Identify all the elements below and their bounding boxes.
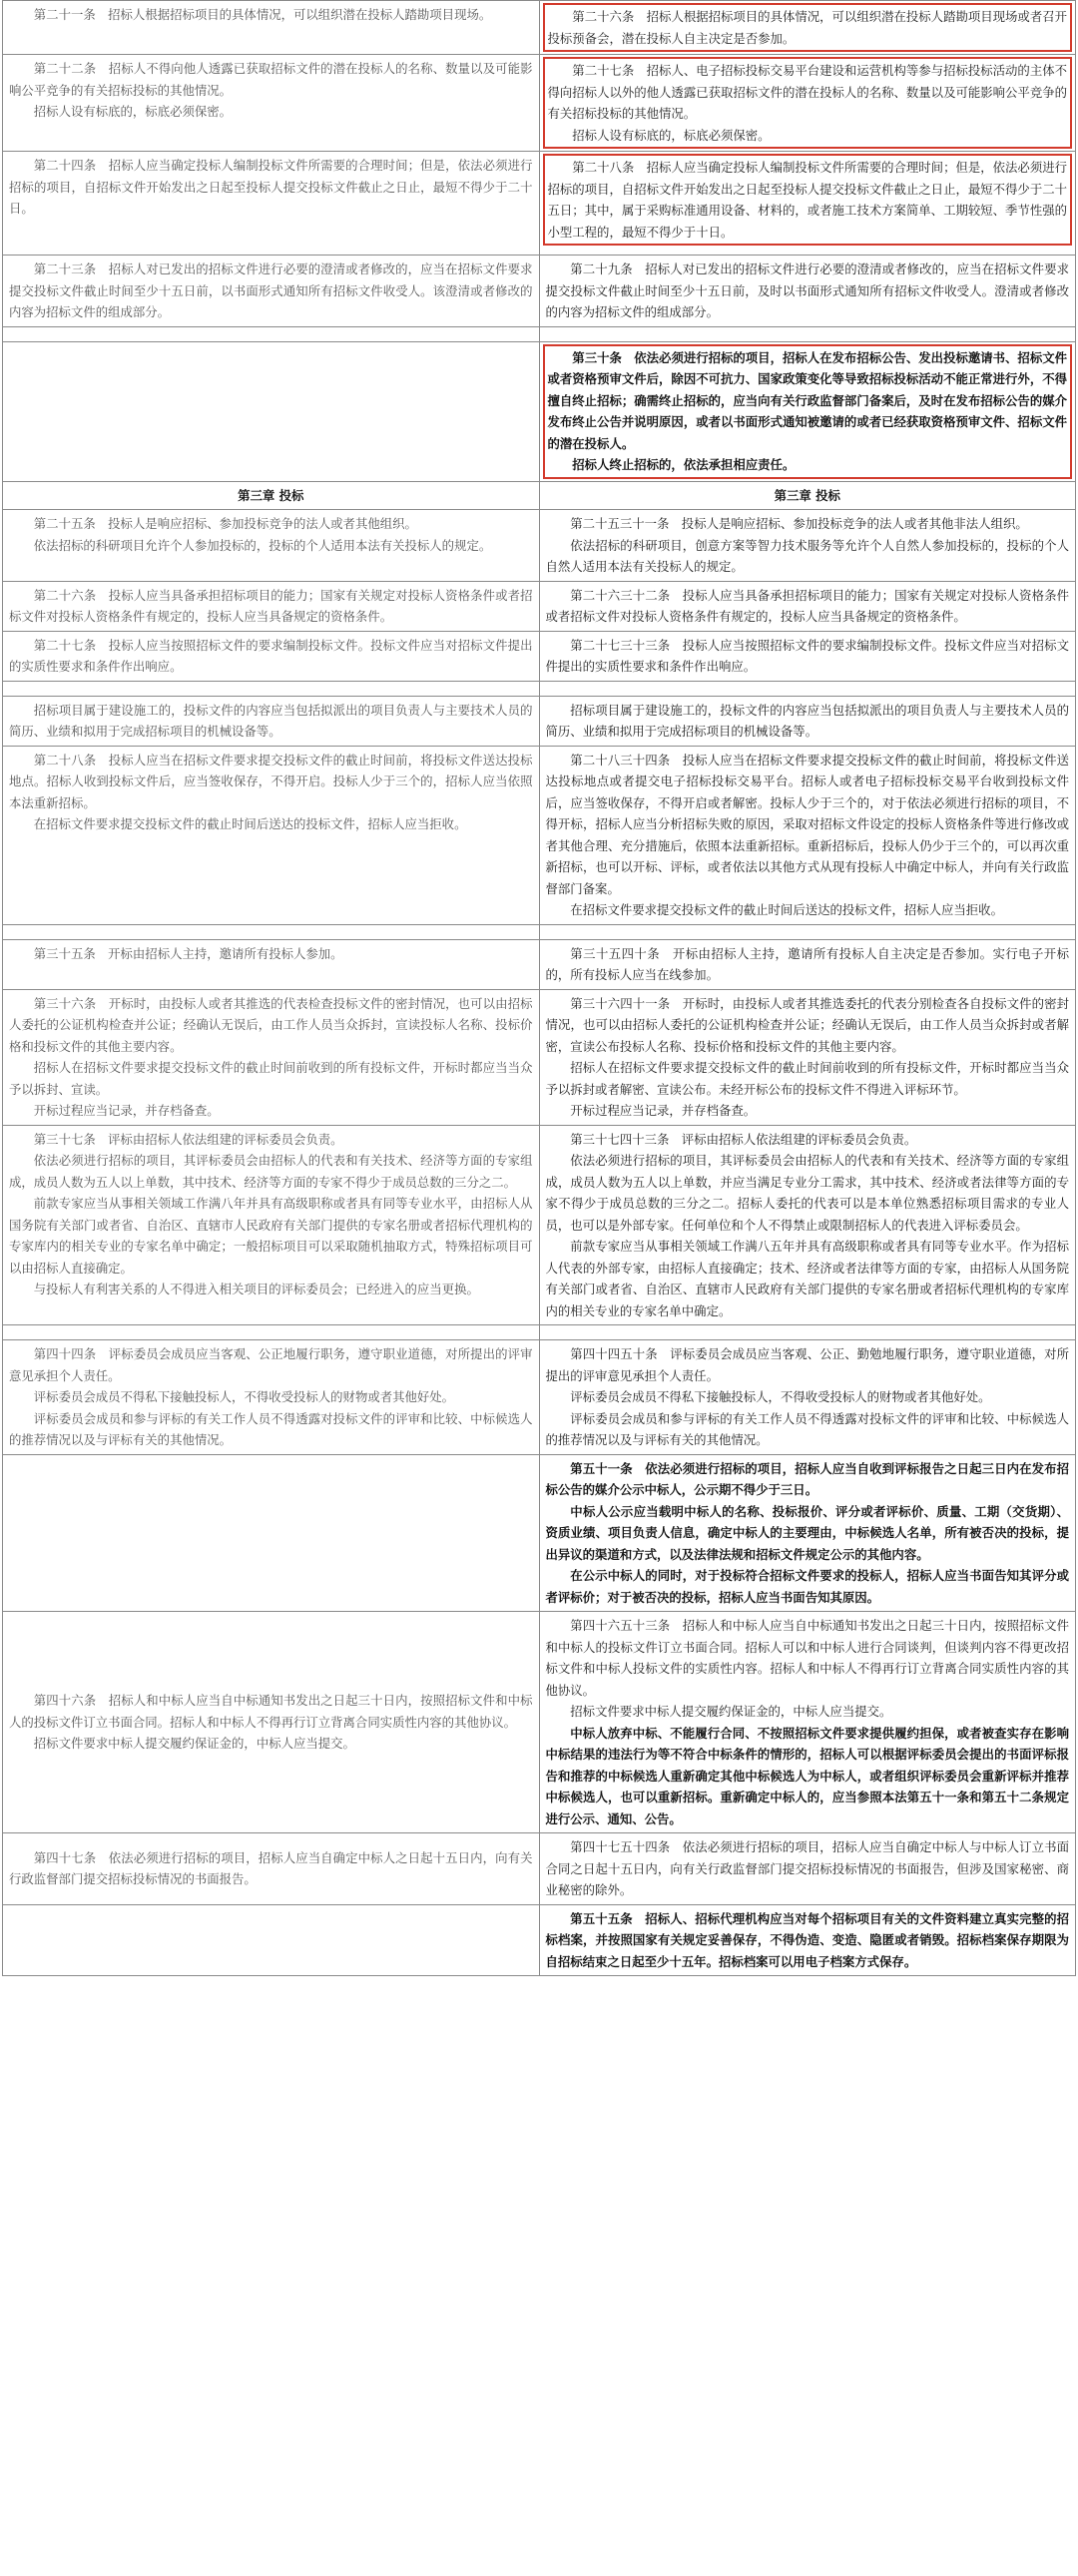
clause-text: 第二十三条 招标人对已发出的招标文件进行必要的澄清或者修改的，应当在招标文件要求提交投标文件截止时间至少十五日前，以书面形式通知所有招标文件收受人。该澄清或者修改的内容为招标文件的组成部分。 (9, 261, 533, 319)
revised-cell (539, 1454, 1076, 1612)
revised-cell (539, 341, 1076, 481)
chapter-heading-row (3, 481, 1076, 510)
clause-text: 第二十六条 招标人根据招标项目的具体情况，可以组织潜在投标人踏勘项目现场或者召开投标预备会，潜在投标人自主决定是否参加。 (547, 9, 1067, 46)
clause-text: 前款专家应当从事相关领域工作满八年并具有高级职称或者具有同等专业水平，由招标人从国务院有关部门或者省、自治区、直辖市人民政府有关部门提供的专家名册或者招标代理机构的专家库内的相关专业的专家名单中确定；一般招标项目可以采取随机抽取方式，特殊招标项目可以由招标人直接确定。 (9, 1196, 533, 1276)
revised-cell (539, 631, 1076, 681)
clause-text: 第四十四五十条 评标委员会成员应当客观、公正、勤勉地履行职务，遵守职业道德，对所提出的评审意见承担个人责任。 (545, 1346, 1069, 1383)
table-row (3, 510, 1076, 582)
table-row (3, 1340, 1076, 1455)
revised-cell (539, 55, 1076, 152)
clause-text: 中标人公示应当载明中标人的名称、投标报价、评分或者评标价、质量、工期（交货期）、资质业绩、项目负责人信息，确定中标人的主要理由，中标候选人名单，所有被否决的投标，提出异议的渠道和方式，以及法律法规和招标文件规定公示的其他内容。 (545, 1503, 1069, 1562)
highlight-box (543, 3, 1073, 52)
highlight-box (543, 344, 1073, 479)
clause-text: 第二十七三十三条 投标人应当按照招标文件的要求编制投标文件。投标文件应当对招标文件提出的实质性要求和条件作出响应。 (545, 637, 1069, 674)
table-row (3, 1, 1076, 55)
clause-text: 开标过程应当记录，并存档备查。 (33, 1103, 220, 1118)
clause-text: 第二十八条 投标人应当在招标文件要求提交投标文件的截止时间前，将投标文件送达投标地点。招标人收到投标文件后，应当签收保存，不得开启。投标人少于三个的，招标人应当依照本法重新招标。 (9, 752, 533, 810)
table-row (3, 256, 1076, 327)
clause-text: 第二十八条 招标人应当确定投标人编制投标文件所需要的合理时间；但是，依法必须进行招标的项目，自招标文件开始发出之日起至投标人提交投标文件截止之日止，最短不得少于二十五日；其中，属于采购标准通用设备、材料的，或者施工技术方案简单、工期较短、季节性强的小型工程的，最短不得少于十日。 (547, 160, 1067, 240)
clause-text: 第三十五条 开标由招标人主持，邀请所有投标人参加。 (33, 945, 343, 961)
row-gap (3, 1325, 1076, 1340)
clause-text: 第二十一条 招标人根据招标项目的具体情况，可以组织潜在投标人踏勘项目现场。 (33, 7, 492, 22)
clause-text: 开标过程应当记录，并存档备查。 (570, 1103, 757, 1118)
chapter-heading-left: 第三章 投标 (3, 481, 540, 510)
original-cell (3, 256, 540, 327)
table-row (3, 696, 1076, 746)
original-cell (3, 1340, 540, 1455)
clause-text: 第四十六条 招标人和中标人应当自中标通知书发出之日起三十日内，按照招标文件和中标人的投标文件订立书面合同。招标人和中标人不得再行订立背离合同实质性内容的其他协议。 (9, 1693, 533, 1730)
clause-text: 在招标文件要求提交投标文件的截止时间后送达的投标文件，招标人应当拒收。 (570, 902, 1003, 917)
clause-text: 招标文件要求中标人提交履约保证金的，中标人应当提交。 (33, 1736, 355, 1752)
table-row (3, 989, 1076, 1125)
clause-text: 招标人在招标文件要求提交投标文件的截止时间前收到的所有投标文件，开标时都应当当众予以拆封、宣读。 (9, 1060, 533, 1097)
clause-text: 第三十六条 开标时，由投标人或者其推选的代表检查投标文件的密封情况，也可以由招标人委托的公证机构检查并公证；经确认无误后，由工作人员当众拆封，宣读投标人名称、投标价格和投标文件的其他主要内容。 (9, 995, 533, 1054)
clause-text: 第五十一条 依法必须进行招标的项目，招标人应当自收到评标报告之日起三日内在发布招标公告的媒介公示中标人，公示期不得少于三日。 (545, 1460, 1069, 1497)
clause-text: 依法必须进行招标的项目，其评标委员会由招标人的代表和有关技术、经济等方面的专家组成，成员人数为五人以上单数，其中技术、经济等方面的专家不得少于成员总数的三分之二。 (9, 1153, 533, 1190)
table-row (3, 55, 1076, 152)
clause-text: 第二十四条 招标人应当确定投标人编制投标文件所需要的合理时间；但是，依法必须进行招标的项目，自招标文件开始发出之日起至投标人提交投标文件截止之日止，最短不得少于二十日。 (9, 158, 533, 216)
table-row (3, 631, 1076, 681)
original-cell (3, 746, 540, 924)
original-cell (3, 1125, 540, 1325)
clause-text: 第二十五条 投标人是响应招标、参加投标竞争的法人或者其他组织。 (33, 516, 417, 531)
clause-text: 招标人终止招标的，依法承担相应责任。 (572, 457, 796, 472)
clause-text: 第二十六三十二条 投标人应当具备承担招标项目的能力；国家有关规定对投标人资格条件或者招标文件对投标人资格条件有规定的，投标人应当具备规定的资格条件。 (545, 587, 1069, 624)
clause-text: 招标项目属于建设施工的，投标文件的内容应当包括拟派出的项目负责人与主要技术人员的简历、业绩和拟用于完成招标项目的机械设备等。 (545, 702, 1069, 739)
table-row (3, 341, 1076, 481)
table-row (3, 581, 1076, 631)
revised-cell (539, 696, 1076, 746)
clause-text: 第三十七四十三条 评标由招标人依法组建的评标委员会负责。 (570, 1131, 917, 1147)
clause-text: 前款专家应当从事相关领域工作满八五年并具有高级职称或者具有同等专业水平。作为招标人代表的外部专家，由招标人直接确定；技术、经济或者法律等方面的专家，由招标人从国务院有关部门或者省、自治区、直辖市人民政府有关部门提供的专家名册或者招标代理机构的专家库内的相关专业的专家名单中确定。 (545, 1239, 1069, 1318)
original-cell (3, 510, 540, 582)
clause-text: 招标项目属于建设施工的，投标文件的内容应当包括拟派出的项目负责人与主要技术人员的简历、业绩和拟用于完成招标项目的机械设备等。 (9, 702, 533, 739)
original-cell-empty (3, 341, 540, 481)
clause-text: 第二十五三十一条 投标人是响应招标、参加投标竞争的法人或者其他非法人组织。 (570, 516, 1028, 531)
revised-cell (539, 746, 1076, 924)
clause-text: 与投标人有利害关系的人不得进入相关项目的评标委员会；已经进入的应当更换。 (33, 1282, 479, 1296)
clause-text: 第二十六条 投标人应当具备承担招标项目的能力；国家有关规定对投标人资格条件或者招标文件对投标人资格条件有规定的，投标人应当具备规定的资格条件。 (9, 587, 533, 624)
clause-text: 招标人设有标底的，标底必须保密。 (572, 127, 771, 143)
clause-text: 招标文件要求中标人提交履约保证金的，中标人应当提交。 (570, 1704, 892, 1719)
table-row (3, 152, 1076, 256)
table-row (3, 746, 1076, 924)
clause-text: 第四十七条 依法必须进行招标的项目，招标人应当自确定中标人之日起十五日内，向有关行政监督部门提交招标投标情况的书面报告。 (9, 1849, 533, 1887)
clause-text: 第四十七五十四条 依法必须进行招标的项目，招标人应当自确定中标人与中标人订立书面合同之日起十五日内，向有关行政监督部门提交招标投标情况的书面报告，但涉及国家秘密、商业秘密的除外。 (545, 1839, 1069, 1897)
clause-text: 第四十六五十三条 招标人和中标人应当自中标通知书发出之日起三十日内，按照招标文件和中标人的投标文件订立书面合同。招标人可以和中标人进行合同谈判，但谈判内容不得更改招标文件和中标人投标文件的实质性内容。招标人和中标人不得再行订立背离合同实质性内容的其他协议。 (545, 1618, 1069, 1698)
clause-text: 第三十条 依法必须进行招标的项目，招标人在发布招标公告、发出投标邀请书、招标文件或者资格预审文件后，除因不可抗力、国家政策变化等导致招标投标活动不能正常进行外，不得擅自终止招标；确需终止招标的，应当向有关行政监督部门备案后，及时在发布招标公告的媒介发布终止公告并说明原因，或者以书面形式通知被邀请的或者已经获取资格预审文件、招标文件的潜在投标人。 (547, 349, 1067, 451)
clause-text: 评标委员会成员不得私下接触投标人，不得收受投标人的财物或者其他好处。 (570, 1389, 991, 1404)
original-cell (3, 631, 540, 681)
revised-cell (539, 1904, 1076, 1976)
original-cell (3, 1833, 540, 1905)
original-cell (3, 939, 540, 989)
comparison-table (2, 0, 1076, 1976)
original-cell-empty (3, 1454, 540, 1612)
clause-text: 中标人放弃中标、不能履行合同、不按照招标文件要求提供履约担保，或者被查实存在影响中标结果的违法行为等不符合中标条件的情形的，招标人可以根据评标委员会提出的书面评标报告和推荐的中标候选人重新确定其他中标候选人为中标人，或者组织评标委员会重新评标并推荐中标候选人，也可以重新招标。重新确定中标人的，应当参照本法第五十一条和第五十二条规定进行公示、通知、公告。 (545, 1725, 1069, 1826)
revised-cell (539, 581, 1076, 631)
clause-text: 依法招标的科研项目，创意方案等智力技术服务等允许个人自然人参加投标的，投标的个人自然人适用本法有关投标人的规定。 (545, 537, 1069, 574)
table-row (3, 1454, 1076, 1612)
clause-text: 依法必须进行招标的项目，其评标委员会由招标人的代表和有关技术、经济等方面的专家组成，成员人数为五人以上单数，并应当满足专业分工需求，其中技术、经济或者法律等方面的专家不得少于成员总数的三分之二。招标人委托的代表可以是本单位熟悉招标项目需求的专业人员，也可以是外部专家。任何单位和个人不得禁止或限制招标人的代表进入评标委员会。 (545, 1153, 1069, 1233)
revised-cell (539, 1, 1076, 55)
clause-text: 在公示中标人的同时，对于投标符合招标文件要求的投标人，招标人应当书面告知其评分或者评标价；对于被否决的投标，招标人应当书面告知其原因。 (545, 1568, 1069, 1605)
row-gap (3, 326, 1076, 341)
clause-text: 第五十五条 招标人、招标代理机构应当对每个招标项目有关的文件资料建立真实完整的招标档案，并按照国家有关规定妥善保存，不得伪造、变造、隐匿或者销毁。招标档案保存期限为自招标结束之日起至少十五年。招标档案可以用电子档案方式保存。 (545, 1910, 1069, 1969)
highlight-box (543, 57, 1073, 149)
original-cell-empty (3, 1904, 540, 1976)
original-cell (3, 581, 540, 631)
table-row (3, 1612, 1076, 1833)
clause-text: 第二十七条 投标人应当按照招标文件的要求编制投标文件。投标文件应当对招标文件提出的实质性要求和条件作出响应。 (9, 637, 533, 674)
table-row (3, 939, 1076, 989)
revised-cell (539, 989, 1076, 1125)
clause-text: 评标委员会成员不得私下接触投标人，不得收受投标人的财物或者其他好处。 (33, 1389, 455, 1404)
clause-text: 第二十八三十四条 投标人应当在招标文件要求提交投标文件的截止时间前，将投标文件送达投标地点或者提交电子招标投标交易平台。招标人或者电子招标投标交易平台收到投标文件后，应当签收保存，不得开启或者解密。投标人少于三个的，对于依法必须进行招标的项目，不得开标，招标人应当分析招标失败的原因，采取对招标文件设定的投标人资格条件等进行修改或者其他合理、充分措施后，依照本法重新招标。重新招标后，投标人仍少于三个的，可以再次重新招标，也可以开标、评标，或者依法以其他方式从现有投标人中确定中标人，并向有关行政监督部门备案。 (545, 752, 1069, 896)
clause-text: 依法招标的科研项目允许个人参加投标的，投标的个人适用本法有关投标人的规定。 (33, 537, 492, 553)
revised-cell (539, 510, 1076, 582)
table-row (3, 1125, 1076, 1325)
comparison-page (2, 0, 1076, 1976)
revised-cell (539, 939, 1076, 989)
clause-text: 评标委员会成员和参与评标的有关工作人员不得透露对投标文件的评审和比较、中标候选人的推荐情况以及与评标有关的其他情况。 (9, 1410, 533, 1447)
clause-text: 招标人设有标底的，标底必须保密。 (33, 104, 233, 119)
table-row (3, 1904, 1076, 1976)
clause-text: 在招标文件要求提交投标文件的截止时间后送达的投标文件，招标人应当拒收。 (33, 816, 467, 831)
clause-text: 第四十四条 评标委员会成员应当客观、公正地履行职务，遵守职业道德，对所提出的评审意见承担个人责任。 (9, 1346, 533, 1383)
revised-cell (539, 152, 1076, 256)
revised-cell (539, 1833, 1076, 1905)
clause-text: 第三十五四十条 开标由招标人主持，邀请所有投标人自主决定是否参加。实行电子开标的，所有投标人应当在线参加。 (545, 945, 1069, 982)
clause-text: 招标人在招标文件要求提交投标文件的截止时间前收到的所有投标文件，开标时都应当当众予以拆封或者解密、宣读公布。未经开标公布的投标文件不得进入评标环节。 (545, 1060, 1069, 1097)
clause-text: 第三十六四十一条 开标时，由投标人或者其推选委托的代表分别检查各自投标文件的密封情况，也可以由招标人委托的公证机构检查并公证；经确认无误后，由工作人员当众拆封或者解密，宣读公布投标人名称、投标价格和投标文件的其他主要内容。 (545, 995, 1069, 1054)
table-row (3, 1833, 1076, 1905)
revised-cell (539, 1340, 1076, 1455)
original-cell (3, 55, 540, 152)
clause-text: 第二十七条 招标人、电子招标投标交易平台建设和运营机构等参与招标投标活动的主体不得向招标人以外的他人透露已获取招标文件的潜在投标人的名称、数量以及可能影响公平竞争的有关招标投标的其他情况。 (547, 63, 1067, 121)
chapter-heading-right: 第三章 投标 (539, 481, 1076, 510)
original-cell (3, 989, 540, 1125)
row-gap (3, 924, 1076, 939)
clause-text: 评标委员会成员和参与评标的有关工作人员不得透露对投标文件的评审和比较、中标候选人的推荐情况以及与评标有关的其他情况。 (545, 1410, 1069, 1447)
revised-cell (539, 1612, 1076, 1833)
clause-text: 第二十九条 招标人对已发出的招标文件进行必要的澄清或者修改的，应当在招标文件要求提交投标文件截止时间至少十五日前，及时以书面形式通知所有招标文件收受人。澄清或者修改的内容为招标文件的组成部分。 (545, 261, 1069, 319)
original-cell (3, 696, 540, 746)
row-gap (3, 681, 1076, 696)
original-cell (3, 1612, 540, 1833)
clause-text: 第三十七条 评标由招标人依法组建的评标委员会负责。 (33, 1131, 343, 1147)
original-cell (3, 1, 540, 55)
revised-cell (539, 256, 1076, 327)
highlight-box (543, 154, 1073, 246)
clause-text: 第二十二条 招标人不得向他人透露已获取招标文件的潜在投标人的名称、数量以及可能影响公平竞争的有关招标投标的其他情况。 (9, 61, 533, 98)
revised-cell (539, 1125, 1076, 1325)
original-cell (3, 152, 540, 256)
